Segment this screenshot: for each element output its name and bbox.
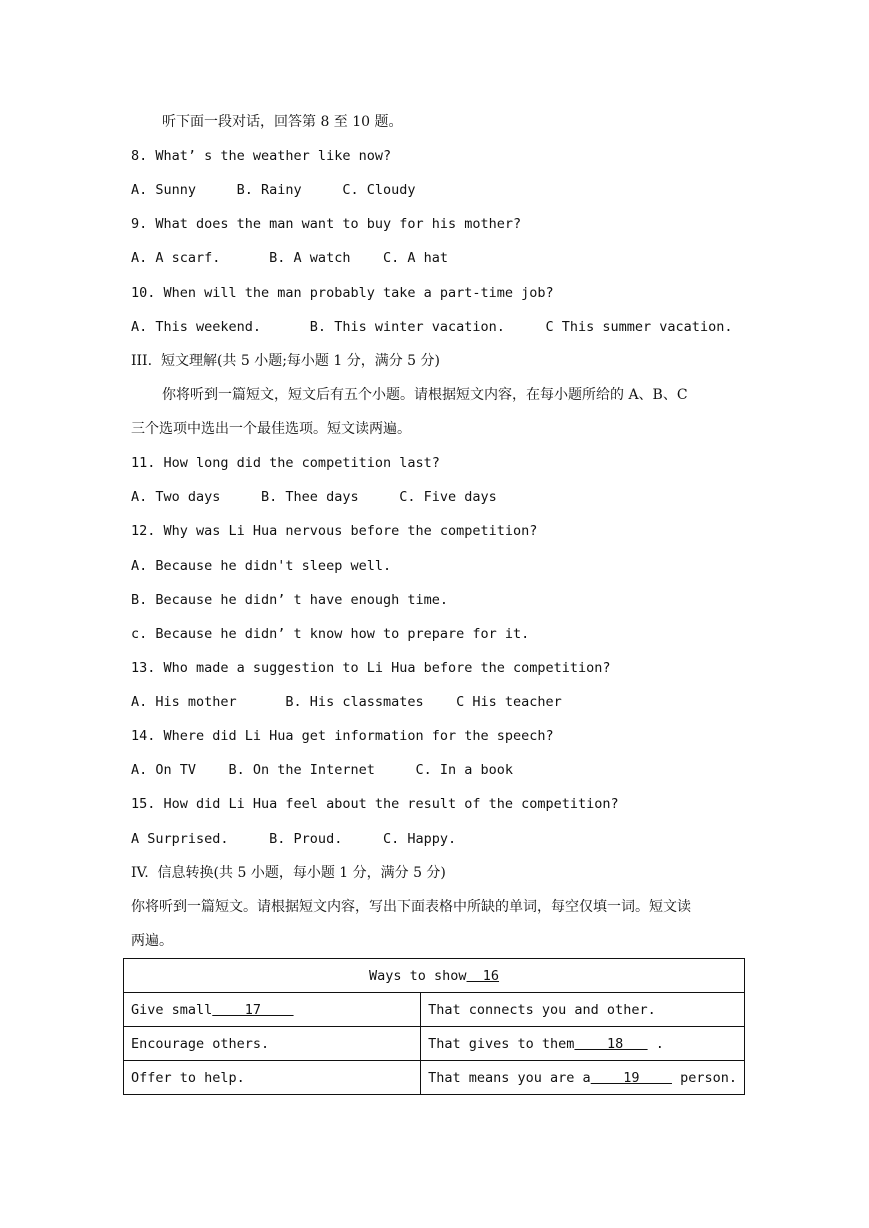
question-13: 13. Who made a suggestion to Li Hua before the competition?	[131, 660, 611, 676]
header-text: Ways to show	[368, 967, 467, 984]
section4-title: IV. 信息转换(共 5 小题，每小题 1 分，满分 5 分)	[131, 865, 446, 881]
option-12-b: B. Because he didn’ t have enough time.	[131, 592, 448, 608]
table-cell-left	[124, 1061, 421, 1095]
question-11: 11. How long did the competition last?	[131, 455, 440, 471]
section4-intro-2: 两遍。	[131, 933, 173, 949]
question-12: 12. Why was Li Hua nervous before the competition?	[131, 523, 538, 539]
cell-text: Encourage others.	[131, 1035, 270, 1052]
options-10: A. This weekend. B. This winter vacation. C This summer vacation.	[131, 319, 733, 335]
section3-intro-2: 三个选项中选出一个最佳选项。短文读两遍。	[131, 421, 411, 437]
option-12-a: A. Because he didn't sleep well.	[131, 558, 392, 574]
option-12-c: c. Because he didn’ t know how to prepare for it.	[131, 626, 530, 642]
cell-text: person.	[671, 1069, 737, 1086]
section2-intro: 听下面一段对话，回答第 8 至 10 题。	[162, 114, 403, 130]
table-row	[124, 993, 745, 1027]
info-table	[123, 958, 745, 1095]
section4-intro-1: 你将听到一篇短文。请根据短文内容，写出下面表格中所缺的单词，每空仅填一词。短文读	[131, 899, 691, 915]
table-row	[124, 1027, 745, 1061]
table-header-row	[124, 959, 745, 993]
options-11: A. Two days B. Thee days C. Five days	[131, 489, 497, 505]
section3-intro-1: 你将听到一篇短文，短文后有五个小题。请根据短文内容，在每小题所给的 A、B、C	[162, 387, 688, 403]
cell-text: Offer to help.	[131, 1069, 245, 1086]
blank-18: 18	[574, 1035, 648, 1052]
section3-title: III. 短文理解(共 5 小题;每小题 1 分，满分 5 分)	[131, 353, 441, 369]
options-13: A. His mother B. His classmates C His teacher	[131, 694, 562, 710]
table-cell-right	[421, 993, 745, 1027]
blank-17: 17	[212, 1001, 294, 1018]
cell-text: .	[647, 1035, 664, 1052]
cell-text: That connects you and other.	[428, 1001, 656, 1018]
options-14: A. On TV B. On the Internet C. In a book	[131, 762, 514, 778]
cell-text: That gives to them	[428, 1035, 575, 1052]
table-cell-left	[124, 993, 421, 1027]
table-header	[124, 959, 745, 993]
options-9: A. A scarf. B. A watch C. A hat	[131, 250, 448, 266]
table-cell-right	[421, 1027, 745, 1061]
table-cell-left	[124, 1027, 421, 1061]
question-8: 8. What’ s the weather like now?	[131, 148, 392, 164]
table-cell-right	[421, 1061, 745, 1095]
question-15: 15. How did Li Hua feel about the result of the competition?	[131, 796, 619, 812]
question-10: 10. When will the man probably take a part-time job?	[131, 285, 554, 301]
options-15: A Surprised. B. Proud. C. Happy.	[131, 831, 457, 847]
blank-19: 19	[590, 1069, 672, 1086]
table-row	[124, 1061, 745, 1095]
question-9: 9. What does the man want to buy for his mother?	[131, 216, 522, 232]
options-8: A. Sunny B. Rainy C. Cloudy	[131, 182, 416, 198]
question-14: 14. Where did Li Hua get information for the speech?	[131, 728, 554, 744]
cell-text: Give small	[131, 1001, 213, 1018]
cell-text: That means you are a	[428, 1069, 591, 1086]
blank-16: 16	[466, 967, 500, 984]
